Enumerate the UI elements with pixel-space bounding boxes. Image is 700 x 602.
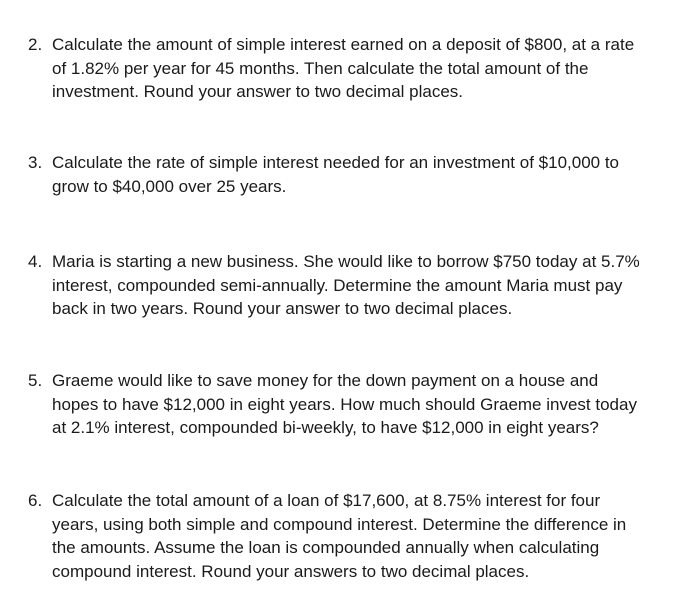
question-5: [28, 369, 688, 440]
question-text: Graeme would like to save money for the down payment on a house and hopes to have $12,000 in eight years. How much should Graeme invest today at 2.1% interest, compounded bi-weekly, to have $12,000 in eight years?: [52, 371, 637, 437]
question-number: 3.: [28, 153, 43, 172]
question-number: 4.: [28, 252, 43, 271]
question-text: Calculate the total amount of a loan of $17,600, at 8.75% interest for four years, using both simple and compound interest. Determine the difference in the amounts. Assume the loan is compounded annually when calculating compound interest. Round your answers to two decimal places.: [52, 491, 627, 581]
question-text: Calculate the amount of simple interest earned on a deposit of $800, at a rate of 1.82% per year for 45 months. Then calculate the total amount of the investment. Round your answer to two decimal places.: [52, 35, 635, 101]
question-text: Calculate the rate of simple interest needed for an investment of $10,000 to grow to $40,000 over 25 years.: [52, 153, 620, 196]
question-number: 2.: [28, 35, 43, 54]
question-text: Maria is starting a new business. She would like to borrow $750 today at 5.7% interest, compounded semi-annually. Determine the amount Maria must pay back in two years. Round your answer to two decimal places.: [52, 252, 640, 318]
question-number: 6.: [28, 491, 43, 510]
question-number: 5.: [28, 371, 43, 390]
question-3: [28, 151, 688, 198]
question-2: [28, 33, 688, 104]
question-4: [28, 250, 688, 321]
question-6: [28, 489, 688, 583]
